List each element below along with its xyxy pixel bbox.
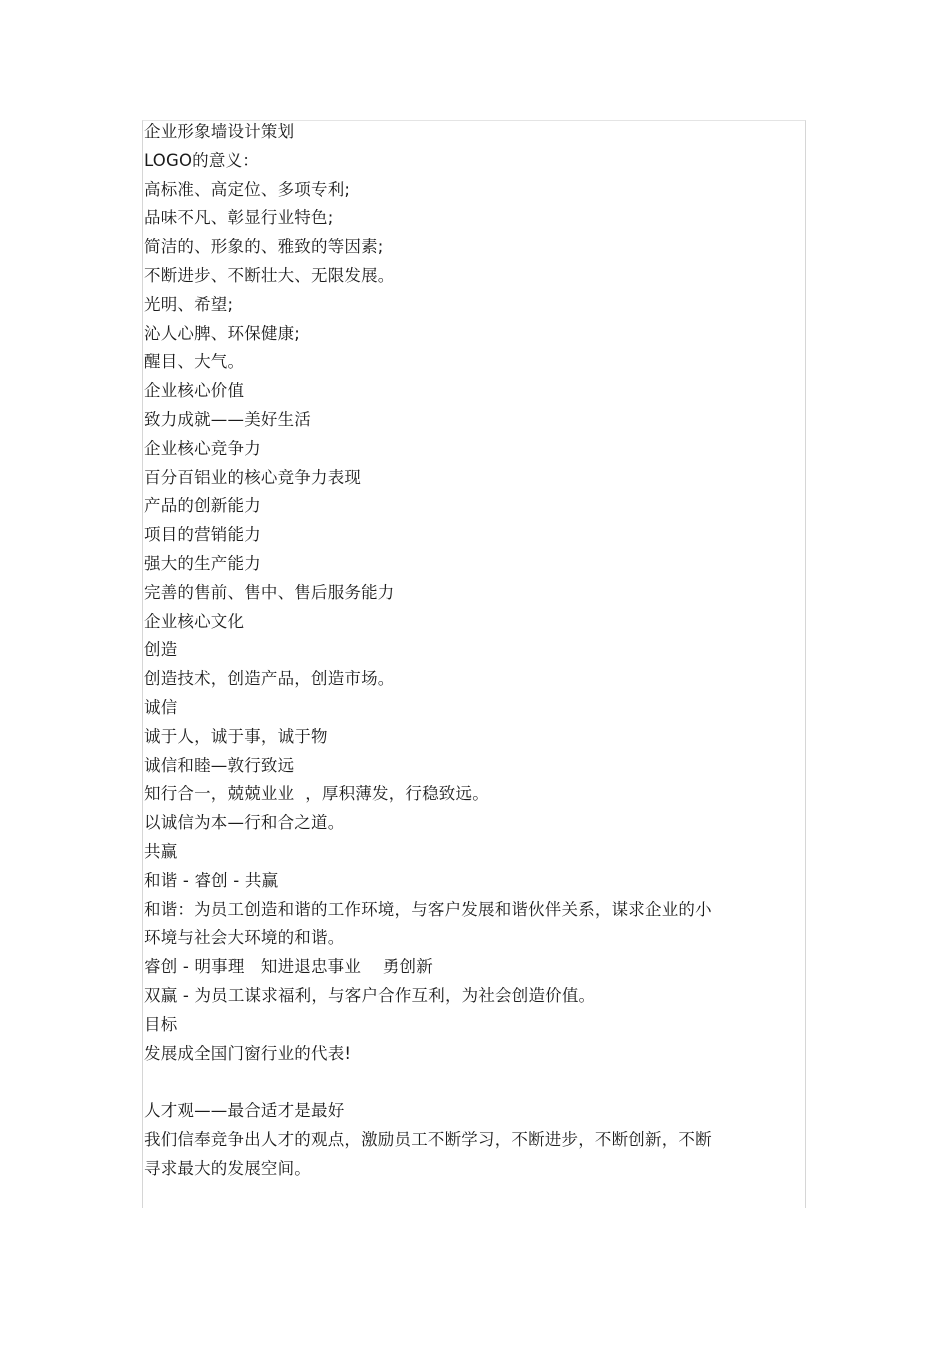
text-line: 创造技术，创造产品，创造市场。 [144, 669, 395, 689]
text-line: 发展成全国门窗行业的代表! [144, 1043, 352, 1063]
section-heading: 企业核心竞争力 [144, 438, 261, 458]
text-line: 百分百铝业的核心竞争力表现 [144, 467, 362, 487]
section-heading: 企业核心价值 [144, 381, 245, 401]
text-line: 醒目、大气。 [144, 352, 245, 372]
text-line: 诚信 [144, 697, 178, 717]
text-line: 沁人心脾、环保健康; [144, 323, 301, 343]
text-line: 产品的创新能力 [144, 496, 261, 516]
text-line: 寻求最大的发展空间。 [144, 1158, 311, 1178]
text-line: 品味不凡、彰显行业特色; [144, 208, 334, 228]
text-line: 强大的生产能力 [144, 553, 261, 573]
text-line: 共赢 [144, 841, 178, 861]
text-line: 诚信和睦—敦行致远 [144, 755, 295, 775]
text-line: 创造 [144, 640, 178, 660]
text-line: 简洁的、形象的、雅致的等因素; [144, 237, 384, 257]
section-heading: 目标 [144, 1014, 178, 1034]
blank-line [144, 1068, 784, 1097]
text-line: 致力成就——美好生活 [144, 409, 311, 429]
text-line: 双赢 - 为员工谋求福利，与客户合作互利，为社会创造价值。 [144, 985, 596, 1005]
text-line: 诚于人，诚于事，诚于物 [144, 726, 328, 746]
text-line: 和谐：为员工创造和谐的工作环境，与客户发展和谐伙伴关系，谋求企业的小 [144, 899, 712, 919]
document-body [144, 118, 784, 1183]
text-line: 环境与社会大环境的和谐。 [144, 928, 345, 948]
document-title: 企业形象墙设计策划 [144, 122, 295, 141]
text-line: 睿创 - 明事理 知进退忠事业 勇创新 [144, 957, 433, 977]
text-line: 完善的售前、售中、售后服务能力 [144, 582, 395, 602]
text-line: 以诚信为本—行和合之道。 [144, 813, 345, 833]
text-line: 项目的营销能力 [144, 525, 261, 545]
text-line: 光明、希望; [144, 294, 234, 314]
text-line: 知行合一，兢兢业业 ，厚积薄发，行稳致远。 [144, 784, 489, 804]
text-line: 和谐 - 睿创 - 共赢 [144, 870, 279, 890]
text-line: 不断进步、不断壮大、无限发展。 [144, 265, 395, 285]
text-line: 我们信奉竞争出人才的观点，激励员工不断学习，不断进步，不断创新，不断 [144, 1129, 712, 1149]
section-heading: 人才观——最合适才是最好 [144, 1101, 345, 1121]
section-heading: 企业核心文化 [144, 611, 245, 631]
text-line: LOGO的意义： [144, 150, 259, 170]
text-line: 高标准、高定位、多项专利; [144, 179, 351, 199]
